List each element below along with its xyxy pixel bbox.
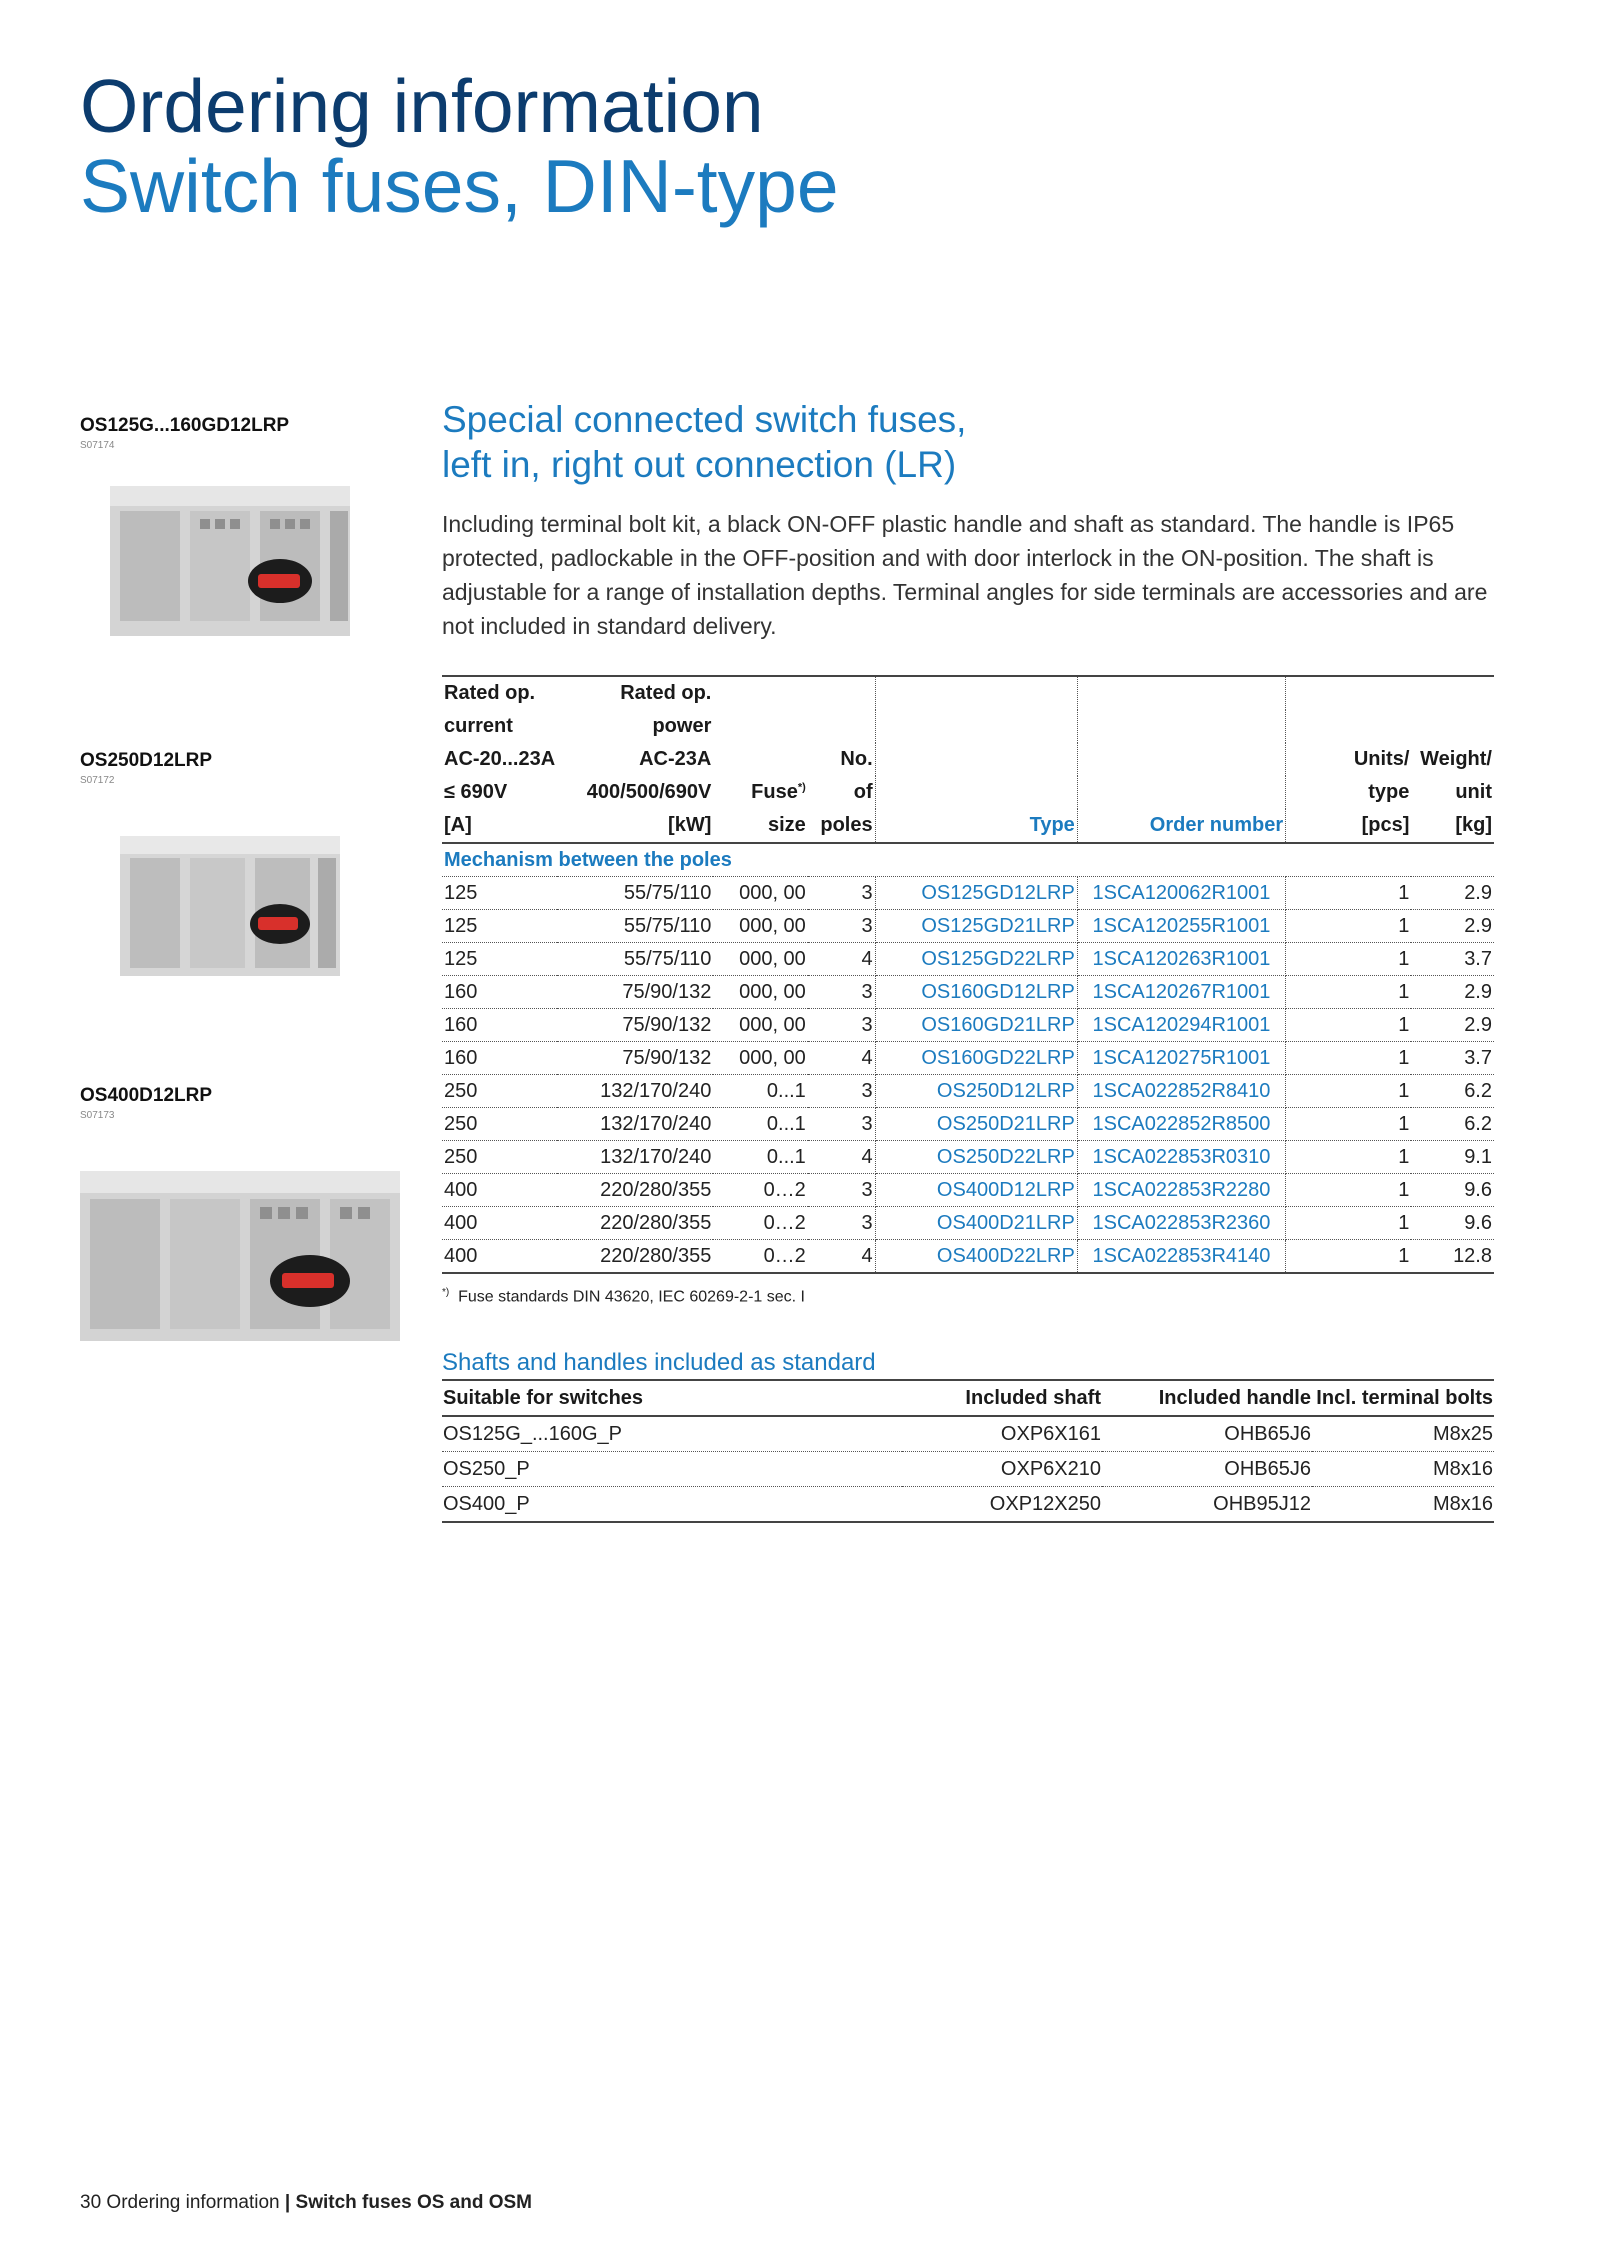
header-current: [A] — [442, 809, 557, 843]
cell-power: 55/75/110 — [557, 910, 713, 943]
cell-fuse: 000, 00 — [713, 1009, 807, 1042]
cell-units: 1 — [1286, 1141, 1412, 1174]
cell-power: 132/170/240 — [557, 1108, 713, 1141]
cell-poles: 3 — [808, 1009, 875, 1042]
group-label: Mechanism between the poles — [442, 843, 1494, 877]
cell-units: 1 — [1286, 943, 1412, 976]
table-row — [442, 1141, 1494, 1174]
cell-type: OS250D22LRP — [875, 1141, 1077, 1174]
cell-order: 1SCA022853R2280 — [1077, 1174, 1285, 1207]
table-row — [442, 976, 1494, 1009]
cell-order: 1SCA022852R8410 — [1077, 1075, 1285, 1108]
footnote-text: Fuse standards DIN 43620, IEC 60269-2-1 sec. I — [458, 1288, 805, 1306]
cell-type: OS160GD12LRP — [875, 976, 1077, 1009]
header-power: 400/500/690V — [586, 781, 712, 803]
page-number: 30 — [80, 2192, 102, 2213]
cell-type: OS250D21LRP — [875, 1108, 1077, 1141]
cell-current: 125 — [442, 943, 557, 976]
header-power: power — [652, 715, 712, 737]
cell-type: OS160GD21LRP — [875, 1009, 1077, 1042]
header-power: Rated op. — [620, 682, 712, 704]
section-title — [442, 397, 966, 487]
cell-order: 1SCA120267R1001 — [1077, 976, 1285, 1009]
shafts-section-title: Shafts and handles included as standard — [442, 1349, 876, 1376]
cell-power: 55/75/110 — [557, 943, 713, 976]
cell-current: 160 — [442, 1009, 557, 1042]
cell-current: 125 — [442, 877, 557, 910]
table-row — [442, 1042, 1494, 1075]
header-units: Units/ — [1353, 748, 1410, 770]
header-weight: [kg] — [1411, 809, 1494, 843]
cell-type: OS160GD22LRP — [875, 1042, 1077, 1075]
switch-fuse-image — [80, 461, 380, 661]
cell-current: 400 — [442, 1207, 557, 1240]
product-name: OS250D12LRP — [80, 750, 213, 771]
footnote-mark: *) — [442, 1287, 450, 1298]
footer-doc-title: Switch fuses OS and OSM — [295, 2192, 533, 2213]
cell-units: 1 — [1286, 1174, 1412, 1207]
switch-fuse-image — [80, 1131, 410, 1371]
shafts-header: Included shaft — [902, 1380, 1102, 1416]
cell-poles: 3 — [808, 877, 875, 910]
product-block-os250 — [80, 750, 410, 996]
section-title-line2: left in, right out connection (LR) — [442, 444, 957, 485]
cell-power: 132/170/240 — [557, 1075, 713, 1108]
table-row — [442, 1487, 1494, 1523]
cell-current: 400 — [442, 1240, 557, 1274]
intro-text: Including terminal bolt kit, a black ON-OFF plastic handle and shaft as standard. The handle is IP65 protected, padlockable in the OFF-position and with door interlock in the ON-position. The shaft is adjustable for a range of installation depths. Terminal angles for side terminals are accessories and are not included in standard delivery. — [442, 511, 1488, 639]
table-row — [442, 1416, 1494, 1452]
cell-order: 1SCA120255R1001 — [1077, 910, 1285, 943]
table-row — [442, 877, 1494, 910]
cell-units: 1 — [1286, 1075, 1412, 1108]
cell-type: OS125GD12LRP — [875, 877, 1077, 910]
cell-fuse: 0…2 — [713, 1174, 807, 1207]
cell-weight: 9.1 — [1411, 1141, 1494, 1174]
table-row — [442, 910, 1494, 943]
shafts-cell: OS125G_...160G_P — [442, 1416, 902, 1452]
shafts-cell: OXP12X250 — [902, 1487, 1102, 1523]
cell-weight: 6.2 — [1411, 1108, 1494, 1141]
cell-fuse: 000, 00 — [713, 1042, 807, 1075]
cell-poles: 3 — [808, 976, 875, 1009]
cell-units: 1 — [1286, 877, 1412, 910]
shafts-cell: OHB95J12 — [1102, 1487, 1312, 1523]
cell-poles: 4 — [808, 1141, 875, 1174]
header-order-number: Order number — [1077, 809, 1285, 843]
cell-power: 220/280/355 — [557, 1207, 713, 1240]
header-poles: No. — [808, 743, 875, 776]
cell-fuse: 0…2 — [713, 1240, 807, 1274]
cell-order: 1SCA120263R1001 — [1077, 943, 1285, 976]
shafts-header: Suitable for switches — [442, 1380, 902, 1416]
cell-order: 1SCA022853R4140 — [1077, 1240, 1285, 1274]
header-poles: poles — [808, 809, 875, 843]
cell-order: 1SCA022853R2360 — [1077, 1207, 1285, 1240]
cell-units: 1 — [1286, 1240, 1412, 1274]
shafts-table — [442, 1379, 1494, 1523]
cell-fuse: 000, 00 — [713, 976, 807, 1009]
cell-type: OS125GD22LRP — [875, 943, 1077, 976]
cell-weight: 3.7 — [1411, 1042, 1494, 1075]
header-power: AC-23A — [639, 748, 712, 770]
cell-type: OS400D21LRP — [875, 1207, 1077, 1240]
header-power: [kW] — [557, 809, 713, 843]
cell-units: 1 — [1286, 1207, 1412, 1240]
shafts-cell: OXP6X161 — [902, 1416, 1102, 1452]
product-name: OS125G...160GD12LRP — [80, 415, 290, 436]
cell-weight: 12.8 — [1411, 1240, 1494, 1274]
cell-weight: 6.2 — [1411, 1075, 1494, 1108]
cell-power: 55/75/110 — [557, 877, 713, 910]
cell-current: 250 — [442, 1141, 557, 1174]
table-row — [442, 1452, 1494, 1487]
cell-weight: 9.6 — [1411, 1207, 1494, 1240]
shafts-cell: OXP6X210 — [902, 1452, 1102, 1487]
cell-current: 160 — [442, 976, 557, 1009]
section-title-line1: Special connected switch fuses, — [442, 399, 967, 440]
page-title-line2: Switch fuses, DIN-type — [80, 144, 839, 228]
cell-current: 250 — [442, 1108, 557, 1141]
cell-fuse: 000, 00 — [713, 877, 807, 910]
cell-units: 1 — [1286, 1042, 1412, 1075]
table-row — [442, 1207, 1494, 1240]
cell-current: 400 — [442, 1174, 557, 1207]
cell-poles: 4 — [808, 943, 875, 976]
page-title — [80, 66, 839, 226]
cell-current: 250 — [442, 1075, 557, 1108]
table-row — [442, 1075, 1494, 1108]
cell-poles: 3 — [808, 1075, 875, 1108]
table-row — [442, 1009, 1494, 1042]
switch-fuse-image — [80, 796, 380, 996]
product-image-code: S07172 — [80, 775, 115, 786]
cell-power: 75/90/132 — [557, 1009, 713, 1042]
cell-fuse: 000, 00 — [713, 910, 807, 943]
header-current: Rated op. — [444, 682, 536, 704]
cell-order: 1SCA120294R1001 — [1077, 1009, 1285, 1042]
cell-type: OS400D12LRP — [875, 1174, 1077, 1207]
shafts-cell: OHB65J6 — [1102, 1416, 1312, 1452]
cell-power: 75/90/132 — [557, 1042, 713, 1075]
page-footer — [80, 2192, 532, 2214]
cell-poles: 3 — [808, 1207, 875, 1240]
table-row — [442, 1108, 1494, 1141]
header-fuse: size — [713, 809, 807, 843]
product-image-code: S07173 — [80, 1110, 115, 1121]
cell-units: 1 — [1286, 1009, 1412, 1042]
ordering-table — [442, 675, 1494, 1274]
cell-weight: 2.9 — [1411, 1009, 1494, 1042]
header-poles: of — [808, 776, 875, 809]
footnote — [442, 1287, 805, 1306]
shafts-cell: M8x25 — [1312, 1416, 1494, 1452]
cell-type: OS400D22LRP — [875, 1240, 1077, 1274]
cell-poles: 3 — [808, 910, 875, 943]
cell-weight: 2.9 — [1411, 976, 1494, 1009]
shafts-cell: OHB65J6 — [1102, 1452, 1312, 1487]
table-row — [442, 1174, 1494, 1207]
cell-poles: 4 — [808, 1240, 875, 1274]
cell-units: 1 — [1286, 976, 1412, 1009]
page-title-line1: Ordering information — [80, 64, 764, 148]
cell-power: 132/170/240 — [557, 1141, 713, 1174]
header-weight: unit — [1455, 781, 1492, 803]
cell-units: 1 — [1286, 1108, 1412, 1141]
header-units: [pcs] — [1286, 809, 1412, 843]
shafts-cell: OS250_P — [442, 1452, 902, 1487]
header-current: AC-20...23A — [444, 748, 556, 770]
header-current: ≤ 690V — [444, 781, 508, 803]
cell-weight: 2.9 — [1411, 877, 1494, 910]
header-units: type — [1368, 781, 1410, 803]
table-row — [442, 943, 1494, 976]
product-name: OS400D12LRP — [80, 1085, 213, 1106]
shafts-cell: M8x16 — [1312, 1452, 1494, 1487]
footer-divider: | — [284, 2192, 291, 2213]
cell-fuse: 0...1 — [713, 1075, 807, 1108]
cell-weight: 2.9 — [1411, 910, 1494, 943]
cell-weight: 3.7 — [1411, 943, 1494, 976]
cell-type: OS250D12LRP — [875, 1075, 1077, 1108]
cell-poles: 3 — [808, 1108, 875, 1141]
cell-units: 1 — [1286, 910, 1412, 943]
cell-order: 1SCA120062R1001 — [1077, 877, 1285, 910]
shafts-cell: M8x16 — [1312, 1487, 1494, 1523]
cell-power: 220/280/355 — [557, 1240, 713, 1274]
cell-order: 1SCA022853R0310 — [1077, 1141, 1285, 1174]
cell-fuse: 000, 00 — [713, 943, 807, 976]
cell-power: 75/90/132 — [557, 976, 713, 1009]
cell-type: OS125GD21LRP — [875, 910, 1077, 943]
cell-current: 160 — [442, 1042, 557, 1075]
product-image-code: S07174 — [80, 440, 115, 451]
cell-fuse: 0…2 — [713, 1207, 807, 1240]
cell-power: 220/280/355 — [557, 1174, 713, 1207]
shafts-cell: OS400_P — [442, 1487, 902, 1523]
product-block-os125g — [80, 415, 410, 661]
shafts-header: Included handle — [1102, 1380, 1312, 1416]
header-current: current — [444, 715, 513, 737]
header-fuse: Fuse*) — [751, 781, 806, 803]
product-block-os400 — [80, 1085, 410, 1371]
cell-fuse: 0...1 — [713, 1108, 807, 1141]
shafts-header: Incl. terminal bolts — [1312, 1380, 1494, 1416]
cell-poles: 4 — [808, 1042, 875, 1075]
header-weight: Weight/ — [1420, 748, 1492, 770]
header-type: Type — [875, 809, 1077, 843]
cell-current: 125 — [442, 910, 557, 943]
cell-fuse: 0...1 — [713, 1141, 807, 1174]
table-row — [442, 1240, 1494, 1274]
cell-order: 1SCA120275R1001 — [1077, 1042, 1285, 1075]
footer-section: Ordering information — [106, 2192, 280, 2213]
cell-poles: 3 — [808, 1174, 875, 1207]
cell-weight: 9.6 — [1411, 1174, 1494, 1207]
cell-order: 1SCA022852R8500 — [1077, 1108, 1285, 1141]
